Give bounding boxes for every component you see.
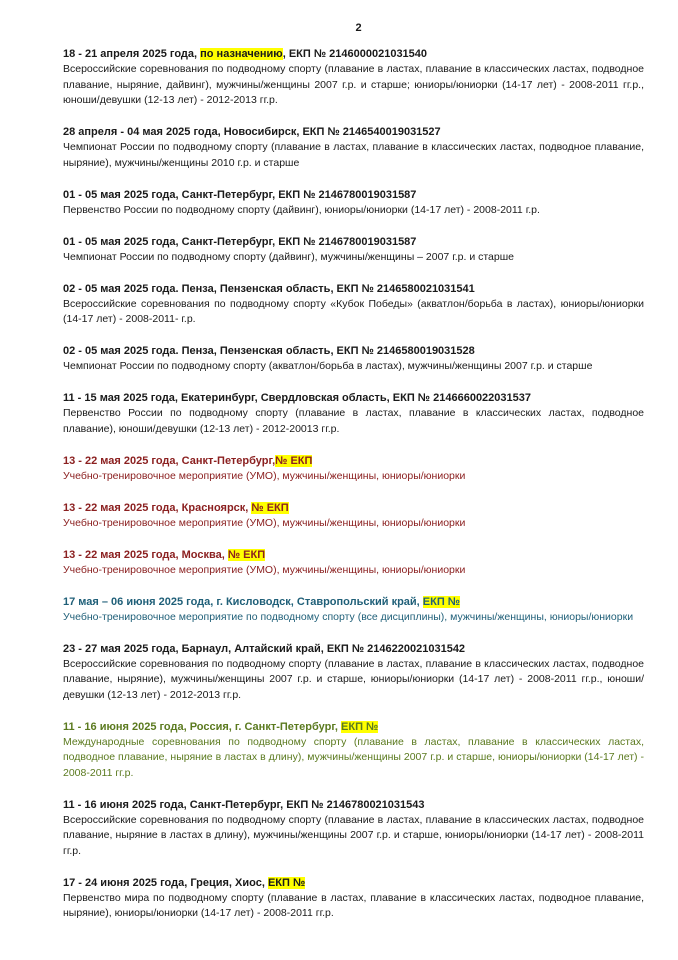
event-date-place: 01 - 05 мая 2025 года, Санкт-Петербург, ЕКП № 2146780019031587 (63, 188, 417, 201)
highlighted-text: ЕКП № (267, 876, 306, 889)
event-list (63, 46, 644, 922)
event-heading (63, 641, 644, 657)
event-heading (63, 797, 644, 813)
event-heading (63, 594, 644, 610)
event-entry (63, 875, 644, 922)
event-heading (63, 343, 644, 359)
event-description: Учебно-тренировочное мероприятие (УМО), мужчины/женщины, юниоры/юниорки (63, 563, 466, 576)
event-date-place: 18 - 21 апреля 2025 года, (63, 48, 201, 60)
event-entry (63, 547, 644, 579)
page-number: 2 (355, 22, 362, 34)
event-date-place: 02 - 05 мая 2025 года. Пенза, Пензенская область, ЕКП № 2146580019031528 (63, 345, 475, 357)
event-date-place: 11 - 15 мая 2025 года, Екатеринбург, Свердловская область, ЕКП № 2146660022031537 (63, 392, 531, 404)
event-entry (63, 234, 644, 266)
event-description: Первенство мира по подводному спорту (плавание в ластах, плавание в классических ластах, подводное плавание, ныряние), юниоры/юниорки (14-17 лет) - 2008-2011 гг.р. (63, 891, 644, 919)
event-date-place: 01 - 05 мая 2025 года, Санкт-Петербург, ЕКП № 2146780019031587 (63, 235, 417, 248)
event-date-place: 23 - 27 мая 2025 года, Барнаул, Алтайский край, ЕКП № 2146220021031542 (63, 642, 466, 655)
event-date-place: 11 - 16 июня 2025 года, Санкт-Петербург, ЕКП № 2146780021031543 (63, 798, 425, 811)
event-description: Всероссийские соревнования по подводному спорту (плавание в ластах, плавание в классических ластах, подводное плавание, ныряние, дайвинг), мужчины/женщины 2007 г.р. и старше; юниоры/юниорки (14-17 лет) - 2008-2011 гг.р., юноши/девушки (12-13 лет) - 2012-2013 гг.р. (63, 63, 644, 106)
event-heading (63, 390, 644, 406)
event-date-place: 02 - 05 мая 2025 года. Пенза, Пензенская область, ЕКП № 2146580021031541 (63, 282, 475, 295)
event-heading (63, 46, 644, 62)
event-heading (63, 281, 644, 297)
event-description: Международные соревнования по подводному спорту (плавание в ластах, плавание в классических ластах, подводное плавание, ныряние в ластах в длину), мужчины/женщины 2007 г.р. и старше, юниоры/юниорки (14-17 лет) - 2008-2011 гг.р. (63, 735, 644, 779)
event-heading (63, 187, 644, 203)
event-entry (63, 719, 644, 782)
event-entry (63, 124, 644, 171)
event-date-place: 11 - 16 июня 2025 года, Россия, г. Санкт-Петербург, (63, 720, 342, 733)
event-date-place: 17 - 24 июня 2025 года, Греция, Хиос, (63, 876, 268, 889)
event-entry (63, 500, 644, 532)
event-date-place: 17 мая – 06 июня 2025 года, г. Кисловодск, Ставропольский край, (63, 595, 423, 608)
event-entry (63, 594, 644, 626)
event-heading (63, 453, 644, 469)
highlighted-text: ЕКП № (422, 595, 461, 608)
event-entry (63, 797, 644, 860)
event-description: Чемпионат России по подводному спорту (акватлон/борьба в ластах), мужчины/женщины 2007 г.р. и старше (63, 360, 593, 372)
event-date-place: 13 - 22 мая 2025 года, Красноярск, (63, 501, 252, 514)
event-ekp-number: , ЕКП № 2146000021031540 (282, 48, 428, 60)
event-entry (63, 390, 644, 437)
event-description: Первенство России по подводному спорту (плавание в ластах, плавание в классических ластах, подводное плавание), юноши/девушки (12-13 лет) - 2012-20013 гг.р. (63, 407, 644, 435)
event-description: Учебно-тренировочное мероприятие (УМО), мужчины/женщины, юниоры/юниорки (63, 516, 466, 529)
event-description: Всероссийские соревнования по подводному спорту «Кубок Победы» (акватлон/борьба в ластах), юниоры/юниорки (14-17 лет) - 2008-2011- г.р. (63, 297, 644, 325)
event-entry (63, 641, 644, 704)
event-heading (63, 875, 644, 891)
event-heading (63, 234, 644, 250)
event-heading (63, 719, 644, 735)
event-heading (63, 547, 644, 563)
event-entry (63, 453, 644, 485)
event-description: Учебно-тренировочное мероприятие (УМО), мужчины/женщины, юниоры/юниорки (63, 469, 466, 482)
event-description: Чемпионат России по подводному спорту (дайвинг), мужчины/женщины – 2007 г.р. и старше (63, 250, 514, 263)
highlighted-text: № ЕКП (275, 454, 313, 467)
event-description: Всероссийские соревнования по подводному спорту (плавание в ластах, плавание в классических ластах, подводное плавание, ныряние в ластах в длину), мужчины/женщины 2007 г.р. и старше, юниоры/юниорки (14-17 лет) - 2008-2011 гг.р. (63, 813, 644, 857)
event-date-place: 13 - 22 мая 2025 года, Москва, (63, 548, 228, 561)
event-entry (63, 343, 644, 375)
event-description: Первенство России по подводному спорту (дайвинг), юниоры/юниорки (14-17 лет) - 2008-2011 г.р. (63, 203, 540, 216)
event-entry (63, 281, 644, 328)
event-heading (63, 500, 644, 516)
highlighted-text: № ЕКП (251, 501, 289, 514)
event-heading (63, 124, 644, 140)
event-date-place: 28 апреля - 04 мая 2025 года, Новосибирск, ЕКП № 2146540019031527 (63, 126, 441, 138)
event-date-place: 13 - 22 мая 2025 года, Санкт-Петербург, (63, 454, 276, 467)
event-entry (63, 46, 644, 109)
highlighted-text: ЕКП № (341, 720, 379, 733)
event-description: Всероссийские соревнования по подводному спорту (плавание в ластах, плавание в классических ластах, подводное плавание, ныряние), мужчины/женщины 2007 г.р. и старше, юниоры/юниорки (14-17 лет) - 2008-2011 гг.р., юноши/девушки (12-13 лет) - 2012-2013 гг.р. (63, 657, 644, 701)
event-description: Учебно-тренировочное мероприятие по подводному спорту (все дисциплины), мужчины/женщины, юниоры/юниорки (63, 610, 634, 623)
event-description: Чемпионат России по подводному спорту (плавание в ластах, плавание в классических ластах, подводное плавание, ныряние), мужчины/женщины 2010 г.р. и старше (63, 141, 644, 169)
event-entry (63, 187, 644, 219)
highlighted-text: по назначению (200, 48, 283, 60)
highlighted-text: № ЕКП (227, 548, 266, 561)
